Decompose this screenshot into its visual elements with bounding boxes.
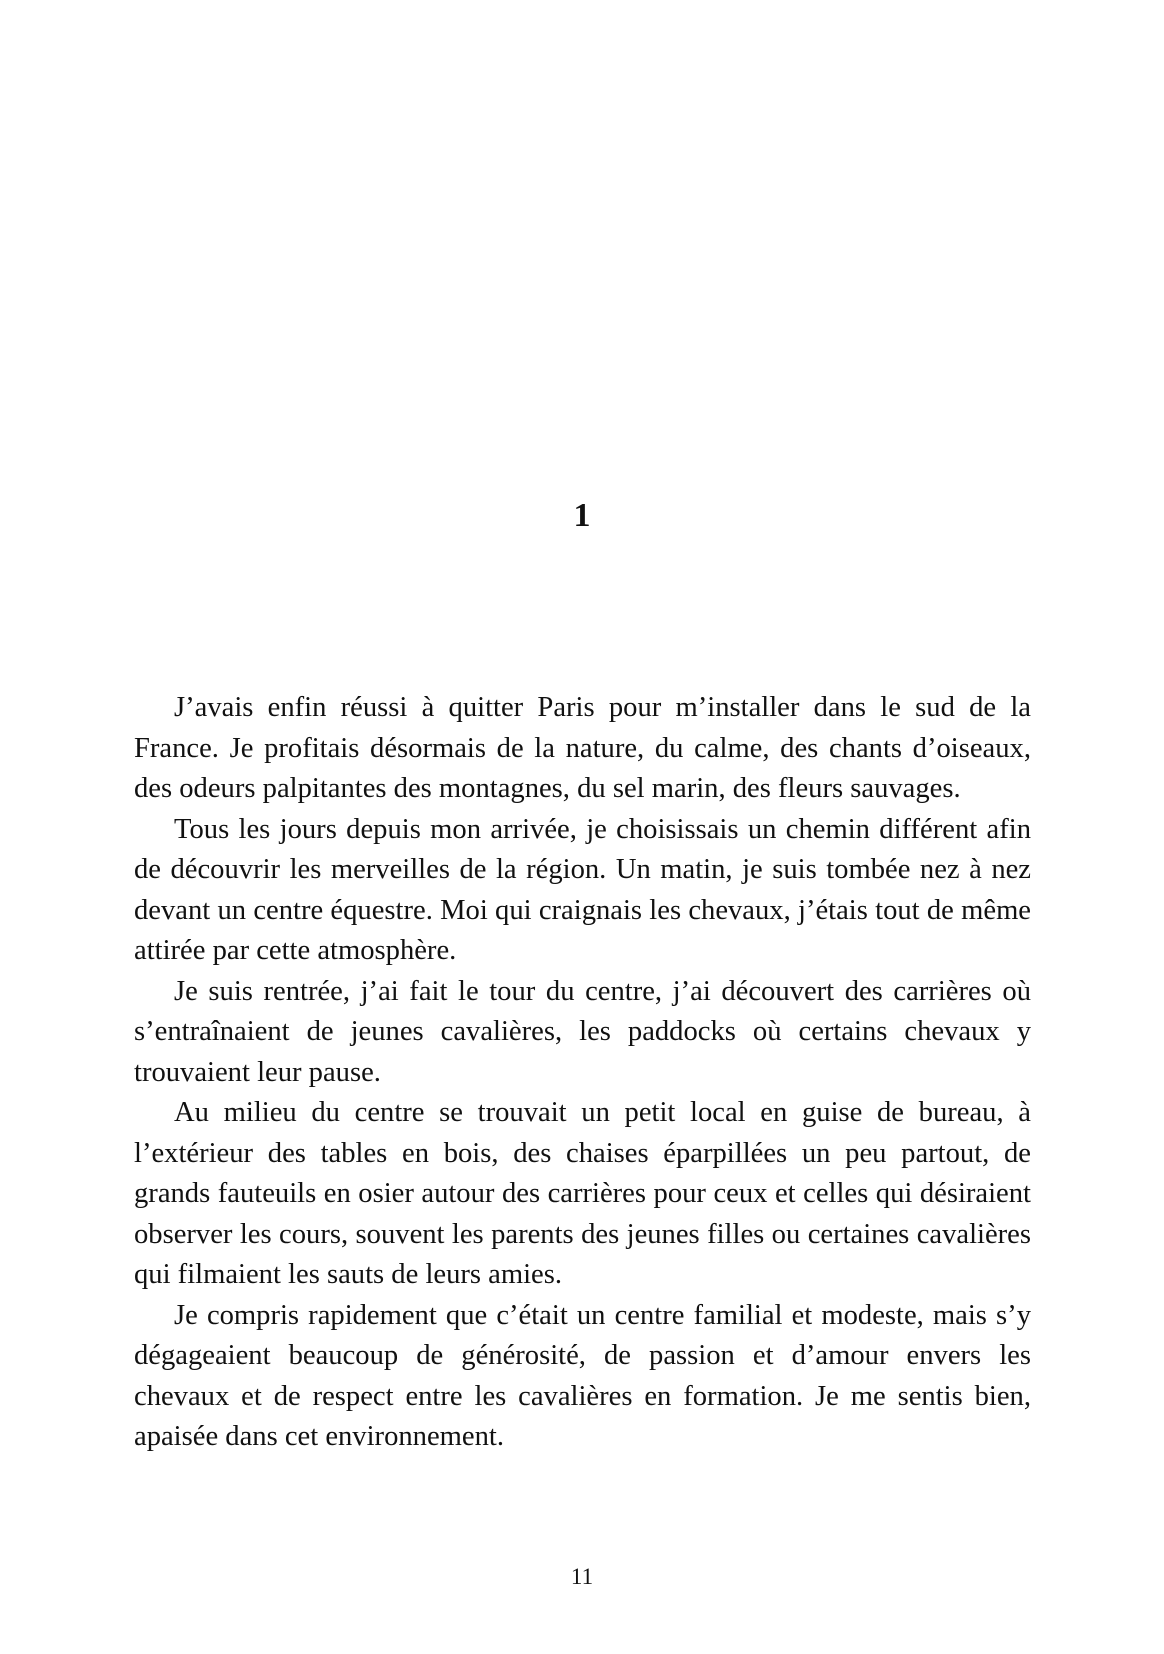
- chapter-body: [134, 688, 1031, 1458]
- paragraph: Je compris rapidement que c’était un centre familial et modeste, mais s’y dégageaient beaucoup de générosité, de passion et d’amour envers les chevaux et de respect entre les cavalières en formation. Je me sentis bien, apaisée dans cet environnement.: [134, 1299, 1031, 1452]
- chapter-number: 1: [573, 497, 591, 534]
- paragraph: Tous les jours depuis mon arrivée, je choisissais un chemin différent afin de découvrir les merveilles de la région. Un matin, je suis tombée nez à nez devant un centre équestre. Moi qui craignais les chevaux, j’étais tout de même attirée par cette atmosphère.: [134, 813, 1031, 966]
- paragraph: Je suis rentrée, j’ai fait le tour du centre, j’ai découvert des carrières où s’entraînaient de jeunes cavalières, les paddocks où certains chevaux y trouvaient leur pause.: [134, 975, 1031, 1088]
- paragraph: Au milieu du centre se trouvait un petit local en guise de bureau, à l’extérieur des tables en bois, des chaises éparpillées un peu partout, de grands fauteuils en osier autour des carrières pour ceux et celles qui désiraient observer les cours, souvent les parents des jeunes filles ou certaines cavalières qui filmaient les sauts de leurs amies.: [134, 1097, 1031, 1290]
- page-number: 11: [570, 1564, 594, 1589]
- paragraph: J’avais enfin réussi à quitter Paris pour m’installer dans le sud de la France. Je profitais désormais de la nature, du calme, des chants d’oiseaux, des odeurs palpitantes des montagnes, du sel marin, des fleurs sauvages.: [134, 692, 1031, 804]
